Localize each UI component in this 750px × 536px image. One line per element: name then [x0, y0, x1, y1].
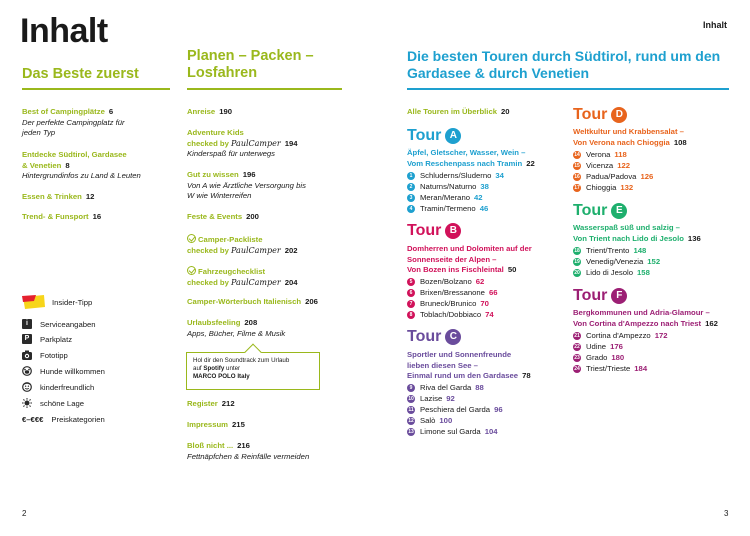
toc-entry[interactable]: Gut zu wissen 196 Von A wie Ärztliche Versorgung bis W wie Winterreifen — [187, 170, 306, 200]
info-icon: i — [22, 319, 32, 329]
tour-b-badge: B — [445, 223, 461, 239]
toc-entry[interactable]: Bloß nicht ... 216 Fettnäpfchen & Reinfälle vermeiden — [187, 441, 310, 461]
section-rule — [22, 88, 170, 90]
toc-entry[interactable]: Impressum 215 — [187, 420, 245, 429]
tour-stop[interactable]: 5 Bozen/Bolzano 62 — [407, 276, 484, 287]
tour-stop[interactable]: 1 Schluderns/Sluderno 34 — [407, 170, 504, 181]
tour-f-badge: F — [611, 288, 627, 304]
price-symbol: €–€€€ — [22, 414, 44, 424]
page-title: Inhalt — [20, 12, 108, 50]
tour-stop[interactable]: 9 Riva del Garda 88 — [407, 382, 484, 393]
child-icon — [22, 382, 32, 392]
insider-tipp-icon — [22, 295, 46, 309]
paulcamper-logo: PaulCamper — [231, 138, 281, 148]
tour-stop[interactable]: 18 Trient/Trento 148 — [574, 246, 647, 255]
legend-item: schöne Lage — [22, 397, 84, 409]
section-heading-planen: Planen – Packen – Losfahren — [187, 48, 314, 81]
paulcamper-logo: PaulCamper — [231, 277, 281, 287]
toc-entry[interactable]: Essen & Trinken 12 — [22, 192, 95, 201]
section-rule — [407, 88, 729, 90]
tour-c-label: Tour C — [407, 328, 461, 346]
tour-d-title[interactable]: Weltkultur und Krabbensalat – Von Verona nach Chioggia 108 — [573, 127, 687, 147]
tour-b-title[interactable]: Domherren und Dolomiten auf der Sonnenseite der Alpen – Von Bozen ins Fischleintal 50 — [407, 244, 532, 274]
tour-stop[interactable]: 10 Lazise 92 — [408, 394, 455, 403]
tour-stop[interactable]: 7 Bruneck/Brunico 70 — [407, 298, 489, 309]
parking-icon: P — [22, 334, 32, 344]
tour-d-label: Tour D — [573, 106, 627, 124]
sun-icon — [22, 398, 32, 408]
tour-stop[interactable]: 22 Udine 176 — [574, 342, 623, 351]
tour-stop[interactable]: 16 Padua/Padova 126 — [574, 172, 654, 181]
tour-b-label: Tour B — [407, 222, 461, 240]
toc-entry[interactable]: Entdecke Südtirol, Gardasee & Venetien 8 Hintergrundinfos zu Land & Leuten — [22, 150, 141, 180]
camera-icon — [22, 350, 32, 360]
page-number-right: 3 — [724, 509, 729, 518]
page-header-right: Inhalt — [703, 20, 727, 30]
tour-stop[interactable]: 2 Naturns/Naturno 38 — [407, 181, 489, 192]
tour-a-label: Tour A — [407, 127, 461, 145]
checkmark-icon — [187, 234, 196, 243]
tour-stop[interactable]: 20 Lido di Jesolo 158 — [574, 268, 650, 277]
legend-item: P Parkplatz — [22, 333, 72, 345]
legend-item: Insider-Tipp — [22, 296, 92, 308]
tour-stop[interactable]: 19 Venedig/Venezia 152 — [574, 257, 661, 266]
page-number-left: 2 — [22, 509, 27, 518]
dog-icon — [22, 366, 32, 376]
tour-stop[interactable]: 8 Toblach/Dobbiaco 74 — [407, 309, 494, 320]
tours-heading: Die besten Touren durch Südtirol, rund um den Gardasee & durch Venetien — [407, 48, 721, 81]
section-rule — [187, 88, 342, 90]
paulcamper-logo: PaulCamper — [231, 245, 281, 255]
legend-item: kinderfreundlich — [22, 381, 94, 393]
tour-e-badge: E — [611, 203, 627, 219]
tours-overview[interactable]: Alle Touren im Überblick 20 — [407, 107, 510, 116]
toc-entry[interactable]: Anreise 190 — [187, 107, 233, 116]
section-heading-das-beste: Das Beste zuerst — [22, 66, 139, 82]
tour-f-title[interactable]: Bergkommunen und Adria-Glamour – Von Cortina d'Ampezzo nach Triest 162 — [573, 308, 718, 328]
tour-stop[interactable]: 6 Brixen/Bressanone 66 — [407, 287, 498, 298]
tour-c-badge: C — [445, 329, 461, 345]
tour-stop[interactable]: 17 Chioggia 132 — [574, 183, 634, 192]
toc-entry[interactable]: Trend- & Funsport 16 — [22, 212, 102, 221]
toc-entry[interactable]: Camper-Wörterbuch Italienisch 206 — [187, 297, 318, 306]
legend-item: Fototipp — [22, 349, 68, 361]
legend-item: Hunde willkommen — [22, 365, 105, 377]
toc-entry[interactable]: Camper-Packliste checked by PaulCamper 202 — [187, 235, 298, 255]
tour-stop[interactable]: 23 Grado 180 — [574, 353, 625, 362]
tour-stop[interactable]: 24 Triest/Trieste 184 — [574, 364, 648, 373]
tour-f-label: Tour F — [573, 287, 627, 305]
legend-item: €–€€€ Preiskategorien — [22, 414, 105, 424]
legend-item: i Serviceangaben — [22, 318, 96, 330]
toc-entry[interactable]: Fahrzeugchecklist checked by PaulCamper 204 — [187, 267, 298, 287]
toc-entry[interactable]: Adventure Kids checked by PaulCamper 194 Kinderspaß für unterwegs — [187, 128, 298, 158]
tour-c-title[interactable]: Sportler und Sonnenfreunde lieben diesen See – Einmal rund um den Gardasee 78 — [407, 350, 531, 380]
toc-entry[interactable]: Urlaubsfeeling 208 Apps, Bücher, Filme & Musik — [187, 318, 286, 338]
tour-stop[interactable]: 12 Salò 100 — [408, 416, 453, 425]
tour-stop[interactable]: 15 Vicenza 122 — [574, 161, 631, 170]
tour-e-label: Tour E — [573, 202, 627, 220]
toc-entry[interactable]: Register 212 — [187, 399, 235, 408]
spotify-callout: Hol dir den Soundtrack zum Urlaub auf Spotify unter MARCO POLO Italy — [186, 352, 320, 390]
tour-stop[interactable]: 3 Meran/Merano 42 — [407, 192, 483, 203]
tour-stop[interactable]: 4 Tramin/Termeno 46 — [407, 203, 488, 214]
tour-stop[interactable]: 21 Cortina d'Ampezzo 172 — [574, 331, 668, 340]
tour-stop[interactable]: 11 Peschiera del Garda 96 — [408, 405, 503, 414]
tour-stop[interactable]: 14 Verona 118 — [574, 150, 627, 159]
toc-entry[interactable]: Feste & Events 200 — [187, 212, 259, 221]
tour-stop[interactable]: 13 Limone sul Garda 104 — [408, 427, 498, 436]
toc-entry[interactable]: Best of Campingplätze 6 Der perfekte Campingplatz für jeden Typ — [22, 107, 125, 137]
tour-e-title[interactable]: Wasserspaß süß und salzig – Von Trient nach Lido di Jesolo 136 — [573, 223, 701, 243]
tour-d-badge: D — [611, 107, 627, 123]
tour-a-badge: A — [445, 128, 461, 144]
checkmark-icon — [187, 266, 196, 275]
tour-a-title[interactable]: Äpfel, Gletscher, Wasser, Wein – Vom Reschenpass nach Tramin 22 — [407, 148, 535, 168]
